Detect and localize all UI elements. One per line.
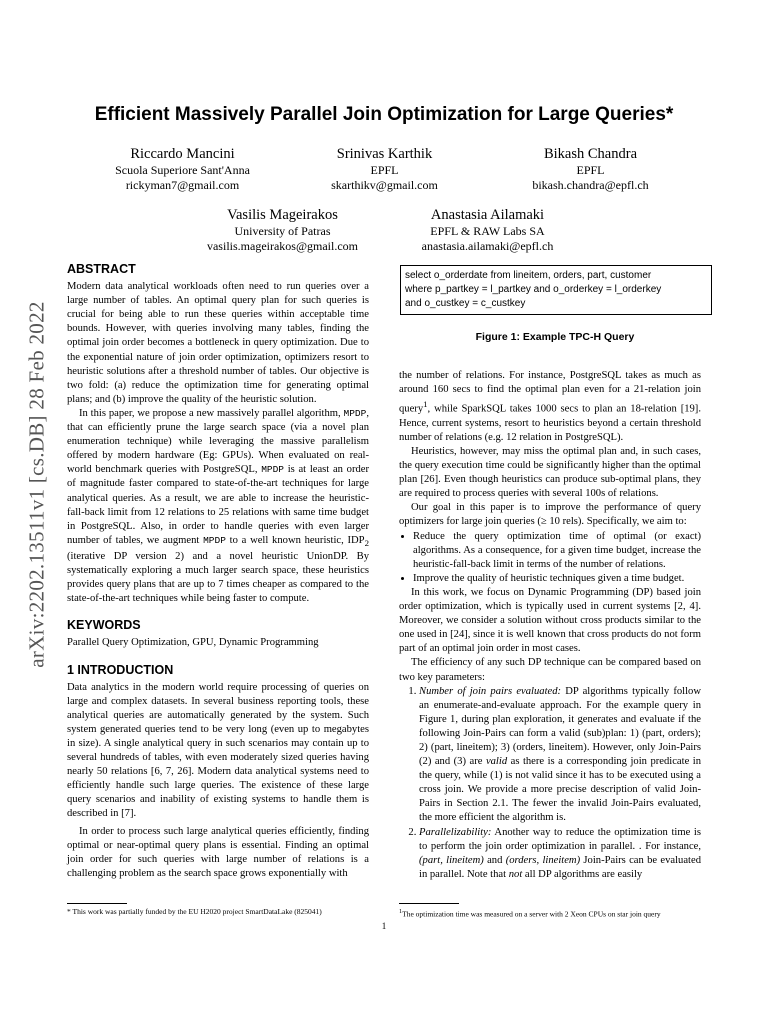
author-email: bikash.chandra@epfl.ch <box>532 178 649 192</box>
sql-line: where p_partkey = l_partkey and o_orderkey = l_orderkey <box>405 284 662 295</box>
author-affiliation: EPFL <box>576 163 605 177</box>
list-item: • Reduce the query optimization time of optimal (or exact) algorithms. As a consequence, for a given time budget, increase the heuristic-fall-back limit in terms of the number of relations. <box>413 530 701 572</box>
author-email: anastasia.ailamaki@epfl.ch <box>421 239 554 253</box>
body-paragraph: In this work, we focus on Dynamic Programming (DP) based join order optimization, which is typically used in current systems [2, 4]. Moreover, we consider a solution without cross products similar to the one used in [24], since it is well known that cross products do not form part of an optimal join order in most cases. <box>399 586 701 655</box>
author-block <box>488 145 693 193</box>
author-block <box>282 145 487 193</box>
author-affiliation: Scuola Superiore Sant'Anna <box>115 163 250 177</box>
author-name: Srinivas Karthik <box>336 146 433 162</box>
keywords-text: Parallel Query Optimization, GPU, Dynamic Programming <box>67 637 319 649</box>
keywords-heading: KEYWORDS <box>67 618 141 633</box>
sql-query-box <box>400 265 712 315</box>
author-name: Anastasia Ailamaki <box>430 207 545 223</box>
intro-heading: 1 INTRODUCTION <box>67 662 174 677</box>
body-paragraph: Heuristics, however, may miss the optimal plan and, in such cases, the query execution time could be significantly higher than the optimal plan [26]. Even though heuristics can produce sub-optimal plans, they are required to process queries with several 100s of relations. <box>399 446 701 500</box>
author-name: Riccardo Mancini <box>130 146 235 162</box>
footnote-funding: * This work was partially funded by the EU H2020 project SmartDataLake (825041) <box>67 907 322 916</box>
parameter-list <box>399 685 701 882</box>
footnote-timing: $^1$The optimization time was measured on a server with 2 Xeon CPUs on star join query <box>399 908 661 919</box>
paper-title: Efficient Massively Parallel Join Optimization for Large Queries* <box>94 104 674 125</box>
left-column <box>67 262 369 881</box>
abstract-heading: ABSTRACT <box>67 262 136 276</box>
author-affiliation: EPFL & RAW Labs SA <box>430 224 545 238</box>
abstract-paragraph: In this paper, we propose a new massively parallel algorithm, MPDP, that can efficiently prune the large search space (via a novel plan enumeration technique) while leveraging the massive parallelism offered by modern hardware (Eg: GPUs). When evaluated on real-world benchmark queries with PostgreSQL, MPDP is at least an order of magnitude faster compared to state-of-the-art techniques for large analytical queries. As a result, we are able to increase the heuristic-fall-back limit from 12 relations to 25 relations with same time budget in PostgreSQL. Also, in order to handle queries with even larger number of tables, we augment MPDP to a well known heuristic, $IDP_2$ (iterative DP version 2) and a novel heuristic UnionDP. By systematically exploring a much larger search space, these heuristics provides query plans that are up to 7 times cheaper as compared to the state-of-the-art techniques while being faster to compute. <box>67 407 370 605</box>
author-block <box>80 145 285 193</box>
author-name: Bikash Chandra <box>543 146 638 162</box>
footnote-rule <box>67 903 127 904</box>
right-column <box>399 369 701 882</box>
goal-list <box>399 530 701 586</box>
author-email: skarthikv@gmail.com <box>331 178 438 192</box>
sql-line: select o_orderdate from lineitem, orders, part, customer <box>405 270 652 281</box>
figure-caption: Figure 1: Example TPC-H Query <box>475 331 635 343</box>
sql-line: and o_custkey = c_custkey <box>405 298 526 309</box>
author-block <box>180 206 385 254</box>
author-name: Vasilis Mageirakos <box>227 207 338 223</box>
body-paragraph: The efficiency of any such DP technique can be compared based on two key parameters: <box>399 657 701 683</box>
author-affiliation: EPFL <box>370 163 399 177</box>
intro-paragraph: Data analytics in the modern world require processing of queries on large and complex datasets. In several business reporting tools, these analytical queries are automatically generated by the system. Such system generated queries tend to be very long (even up to megabytes in size). A single analytical query in such scenarios may contain up to several hundreds of tables, with even moderately sized queries having nearly 50 relations [6, 7, 26]. Modern data analytical systems need to efficiently handle such large queries. The existence of these large query scenarios and inability of existing systems to handle them is described in [7]. <box>67 681 369 820</box>
body-paragraph: Our goal in this paper is to improve the performance of query optimizers for large join queries (≥ 10 rels). Specifically, we aim to: <box>399 502 701 528</box>
arxiv-identifier: arXiv:2202.13511v1 [cs.DB] 28 Feb 2022 <box>24 301 49 668</box>
list-item: • Improve the quality of heuristic techniques given a time budget. <box>413 572 701 586</box>
author-affiliation: University of Patras <box>234 224 331 238</box>
author-email: rickyman7@gmail.com <box>125 178 240 192</box>
author-email: vasilis.mageirakos@gmail.com <box>206 239 359 253</box>
body-paragraph: the number of relations. For instance, PostgreSQL takes as much as around 160 secs to find the optimal plan even for a 21-relation join query$^1$, while SparkSQL takes 1000 secs to plan an 18-relation [19]. Hence, current systems, resort to heuristics beyond a certain threshold number of relations (e.g. 12 relation in PostgreSQL). <box>399 370 701 443</box>
abstract-paragraph: Modern data analytical workloads often need to run queries over a large number of tables. An optimal query plan for such queries is crucial for being able to run these queries within acceptable time bounds. However, with queries involving many tables, finding the optimal join order becomes a bottleneck in query optimization. Due to the exponential nature of join order optimization, optimizers resort to heuristic solutions after a threshold number of tables. Our objective is two fold: (a) reduce the optimization time for generating optimal plans; and (b) improve the quality of the heuristic solution. <box>67 281 369 405</box>
page-number: 1 <box>381 921 387 931</box>
footnote-rule <box>399 903 459 904</box>
intro-paragraph: In order to process such large analytical queries efficiently, finding optimal or near-optimal query plans is essential. Finding an optimal join order for such queries with large number of relations is a challenging problem as the search space grows exponentially with <box>67 825 369 879</box>
list-item: 2. Parallelizability: Another way to reduce the optimization time is to perform the join order optimization in parallel. . For instance, (part, lineitem) and (orders, lineitem) Join-Pairs can be evaluated in parallel. Note that not all DP algorithms are easily <box>419 826 701 882</box>
author-block <box>385 206 590 254</box>
list-item: 1. Number of join pairs evaluated: DP algorithms typically follow an enumerate-and-evaluate approach. For the example query in Figure 1, during plan exploration, it generates and evaluate if the following Join-Pairs can form a valid (sub)plan: 1) (part, orders); 2) (part, lineitem); 3) (orders, lineitem). However, only Join-Pairs (2) and (3) are valid as there is a corresponding join predicate in the query, while (1) is not valid since it has to be executed using a cross join. We provide a more precise description of valid Join-Pairs in Section 2.1. The fewer the invalid Join-Pairs evaluated, the more efficient the algorithm is. <box>419 685 701 826</box>
